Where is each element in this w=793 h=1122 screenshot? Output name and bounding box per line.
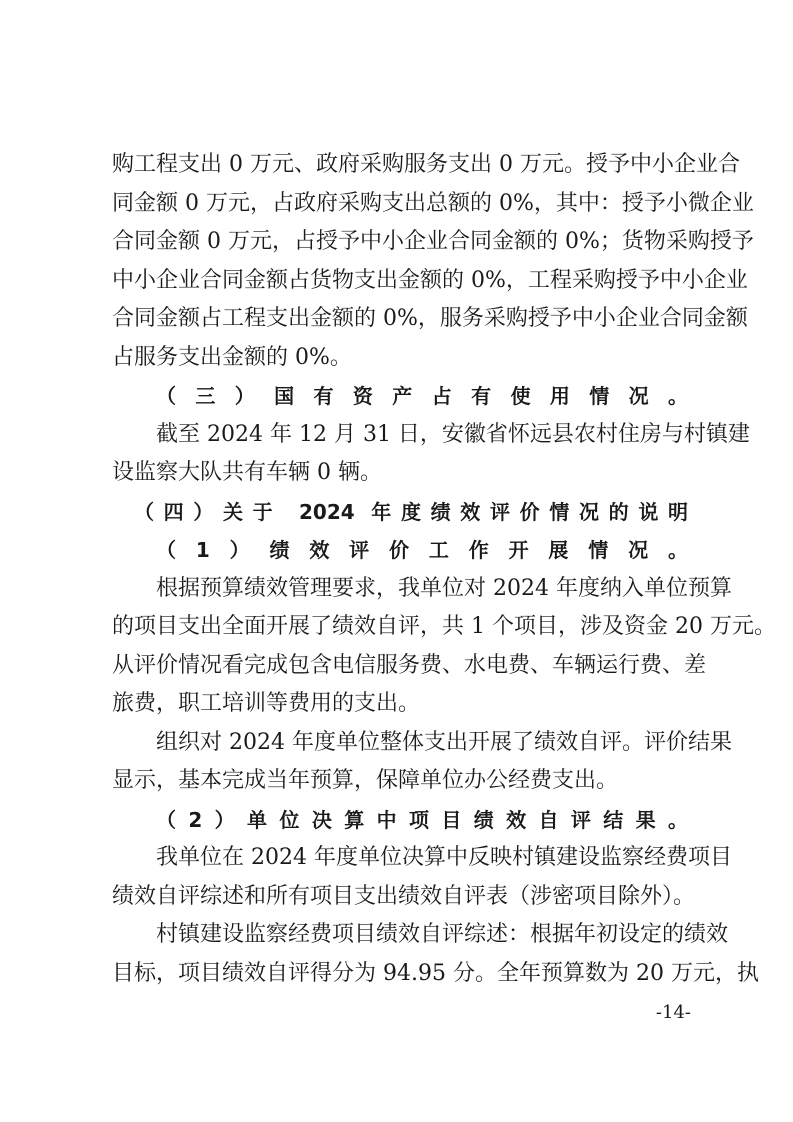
paragraph-line: 从评价情况看完成包含电信服务费、水电费、车辆运行费、差 [112, 652, 707, 678]
paragraph-line: 设监察大队共有车辆 0 辆。 [112, 460, 382, 485]
paragraph-line: 显示，基本完成当年预算，保障单位办公经费支出。 [112, 768, 619, 793]
paragraph-line: 中小企业合同金额占货物支出金额的 0%，工程采购授予中小企业 [112, 267, 748, 293]
paragraph-line: 占服务支出金额的 0%。 [112, 344, 352, 370]
paragraph-line: 截至 2024 年 12 月 31 日，安徽省怀远县农村住房与村镇建 [156, 421, 750, 447]
paragraph-line: 村镇建设监察经费项目绩效自评综述：根据年初设定的绩效 [156, 922, 729, 947]
page-number: -14- [655, 1002, 691, 1023]
section-heading-state-assets: （三）国有资产占有使用情况。 [156, 384, 688, 408]
paragraph-line: 同金额 0 万元，占政府采购支出总额的 0%，其中：授予小微企业 [112, 190, 754, 216]
paragraph-line: 的项目支出全面开展了绩效自评，共 1 个项目，涉及资金 20 万元。 [112, 614, 776, 639]
paragraph-line: 合同金额占工程支出金额的 0%，服务采购授予中小企业合同金额 [112, 306, 748, 331]
paragraph-line: 组织对 2024 年度单位整体支出开展了绩效自评。评价结果 [156, 729, 732, 755]
paragraph-line: 目标，项目绩效自评得分为 94.95 分。全年预算数为 20 万元，执 [112, 960, 759, 986]
paragraph-line: 绩效自评综述和所有项目支出绩效自评表（涉密项目除外）。 [112, 883, 696, 909]
paragraph-line: 购工程支出 0 万元、政府采购服务支出 0 万元。授予中小企业合 [112, 152, 740, 177]
paragraph-line: 合同金额 0 万元，占授予中小企业合同金额的 0%；货物采购授予 [112, 229, 754, 254]
document-body [112, 146, 776, 993]
paragraph-line: 我单位在 2024 年度单位决算中反映村镇建设监察经费项目 [156, 845, 732, 870]
subsection-heading-evaluation-work: （1）绩效评价工作开展情况。 [156, 538, 688, 562]
section-heading-performance-evaluation: （四）关于 2024 年度绩效评价情况的说明 [134, 499, 688, 524]
paragraph-line: 根据预算绩效管理要求，我单位对 2024 年度纳入单位预算 [156, 575, 732, 601]
subsection-heading-self-evaluation-results: （2）单位决算中项目绩效自评结果。 [156, 807, 688, 832]
paragraph-line: 旅费，职工培训等费用的支出。 [112, 691, 421, 716]
